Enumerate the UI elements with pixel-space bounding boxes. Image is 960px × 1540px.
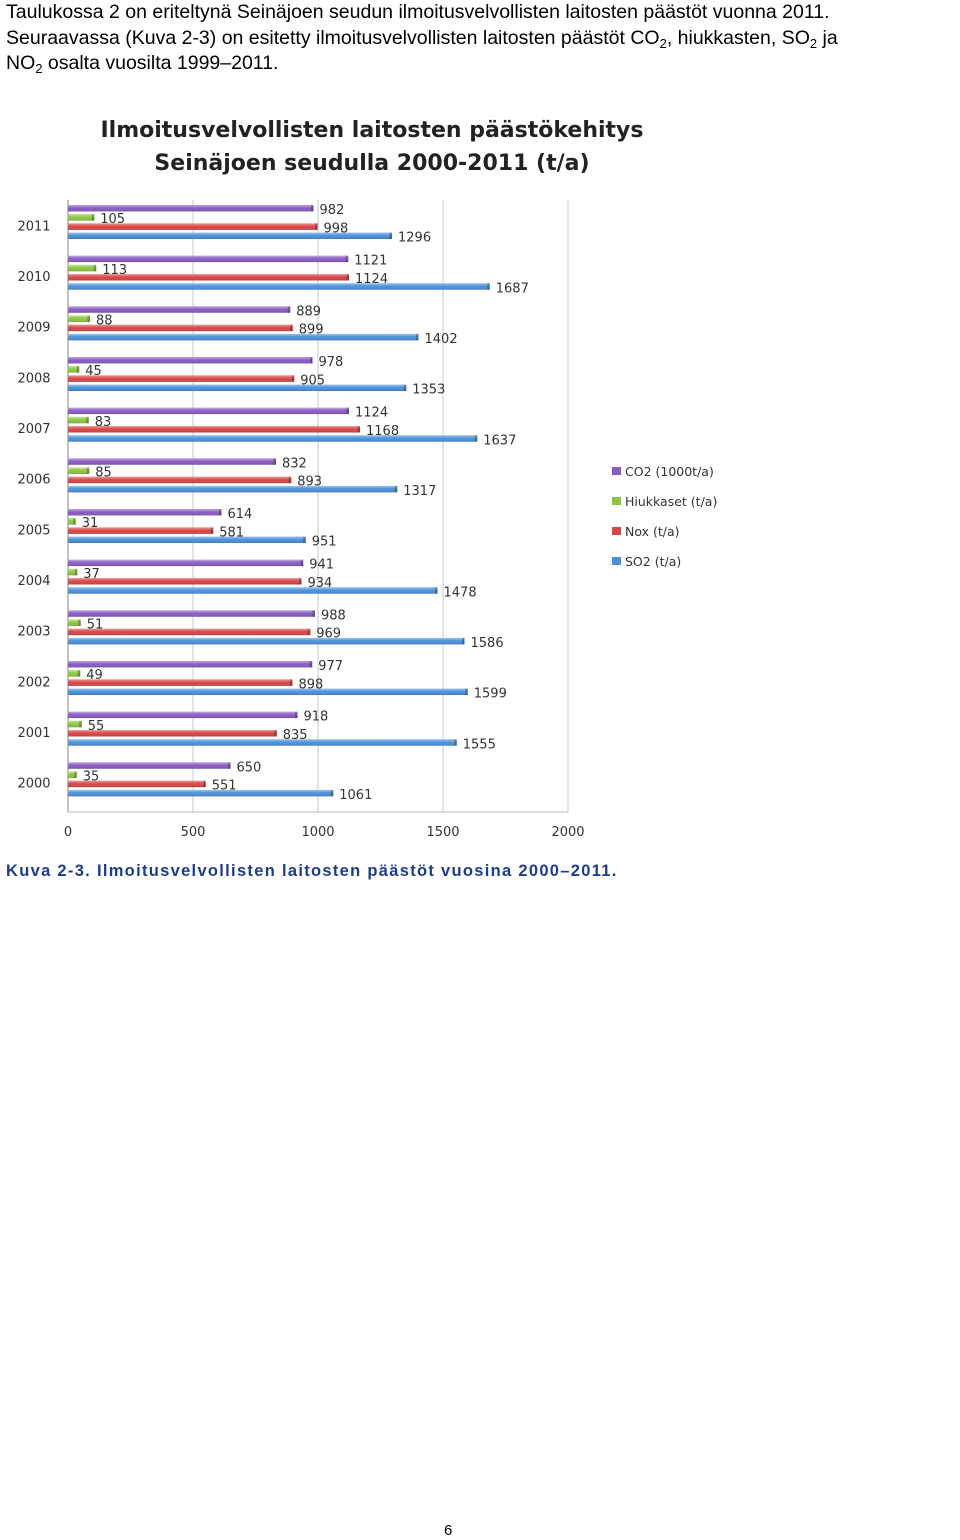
data-label: 88	[96, 313, 113, 329]
intro-line-2	[6, 26, 956, 52]
data-label: 51	[86, 617, 104, 633]
data-label: 1402	[424, 331, 458, 347]
bar-shading	[68, 256, 348, 262]
data-label: 978	[318, 355, 344, 370]
chart-subtitle: Seinäjoen seudulla 2000-2011 (t/a)	[154, 151, 590, 176]
bar-shading	[68, 283, 490, 289]
bar-shading	[68, 486, 397, 492]
data-label: 1296	[398, 230, 432, 246]
bar-shading	[68, 385, 406, 391]
bar-end-cap	[94, 265, 97, 271]
bar-shading	[68, 458, 276, 464]
data-label: 899	[298, 322, 324, 338]
data-label: 581	[219, 525, 245, 541]
x-tick-labels	[64, 825, 585, 840]
data-label: 1599	[473, 686, 507, 702]
bar-shading	[68, 334, 419, 340]
data-label: 898	[298, 677, 324, 693]
bar-end-cap	[292, 375, 295, 381]
category-label: 2001	[17, 726, 51, 741]
data-label: 1478	[443, 585, 477, 601]
category-label: 2006	[17, 472, 51, 488]
data-label: 1061	[339, 787, 373, 803]
data-label: 934	[307, 576, 333, 592]
intro-line-2-part-a: Seuraavassa (Kuva 2-3) on esitetty ilmoitusvelvollisten laitosten päästöt CO	[6, 26, 660, 49]
bar-end-cap	[290, 679, 293, 685]
bar-end-cap	[465, 689, 468, 695]
legend-swatch	[612, 497, 621, 505]
bar-shading	[68, 435, 477, 441]
chart-title: Ilmoitusvelvollisten laitosten päästökehitys	[100, 118, 644, 143]
subscript: 2	[659, 35, 667, 51]
data-label: 905	[300, 373, 326, 389]
subscript: 2	[35, 61, 43, 76]
bar-end-cap	[475, 435, 478, 441]
bar-end-cap	[274, 730, 277, 736]
data-label: 1121	[354, 253, 388, 269]
legend-label: Nox (t/a)	[625, 524, 680, 539]
data-label: 31	[81, 516, 99, 532]
data-label: 614	[227, 507, 253, 522]
bar-end-cap	[346, 256, 349, 262]
x-tick-label: 0	[63, 825, 73, 840]
legend-swatch	[612, 467, 621, 475]
bar-shading	[68, 762, 231, 768]
bar-shading	[68, 578, 302, 584]
data-label: 113	[102, 262, 128, 278]
bar-end-cap	[310, 357, 313, 363]
bar-end-cap	[211, 527, 214, 533]
bar-end-cap	[79, 721, 82, 727]
bar-end-cap	[313, 610, 316, 616]
bar-shading	[68, 712, 298, 718]
x-tick-label: 2000	[551, 825, 585, 840]
bar-end-cap	[311, 205, 314, 211]
legend	[612, 464, 717, 569]
bar-end-cap	[203, 781, 206, 787]
bar-end-cap	[289, 477, 292, 483]
category-label: 2004	[17, 574, 51, 589]
data-label: 1637	[483, 433, 517, 449]
category-label: 2008	[17, 371, 51, 387]
category-label: 2002	[17, 675, 51, 691]
intro-line-2-part-b: , hiukkasten, SO	[666, 26, 810, 49]
bar-shading	[68, 537, 306, 543]
category-label: 2005	[17, 523, 51, 539]
bar-end-cap	[310, 661, 313, 667]
bar-shading	[68, 790, 333, 796]
bar-end-cap	[74, 772, 77, 778]
bar-end-cap	[347, 274, 350, 280]
data-label: 1124	[355, 272, 389, 288]
data-label: 1317	[403, 483, 437, 499]
data-label: 893	[297, 474, 323, 490]
bar-shading	[68, 739, 457, 745]
intro-line-3	[6, 51, 956, 77]
bar-end-cap	[77, 366, 80, 372]
data-label: 832	[282, 456, 307, 472]
data-label: 1555	[462, 737, 496, 753]
data-label: 1168	[366, 424, 400, 440]
bar-end-cap	[73, 518, 76, 524]
legend-label: Hiukkaset (t/a)	[625, 494, 718, 509]
data-label: 982	[319, 203, 345, 218]
intro-paragraph	[6, 0, 956, 77]
bar-end-cap	[78, 670, 81, 676]
bar-shading	[68, 689, 468, 695]
data-label: 55	[87, 718, 105, 734]
bar-end-cap	[87, 468, 90, 474]
bar-end-cap	[487, 283, 490, 289]
bar-end-cap	[454, 739, 457, 745]
bar-shading	[68, 316, 90, 322]
emissions-bar-chart	[0, 92, 760, 852]
bar-shading	[68, 587, 438, 593]
category-labels	[17, 219, 50, 791]
data-label: 650	[236, 760, 262, 776]
bar-shading	[68, 306, 290, 312]
data-label: 83	[94, 414, 112, 430]
bar-end-cap	[295, 712, 298, 718]
intro-line-2-part-c: ja	[817, 26, 838, 49]
data-label: 969	[316, 626, 342, 642]
data-label: 35	[82, 769, 100, 785]
legend-swatch	[612, 557, 621, 565]
category-label: 2003	[17, 624, 51, 640]
category-label: 2010	[17, 270, 51, 285]
data-label: 551	[211, 778, 237, 794]
bar-end-cap	[331, 790, 334, 796]
bar-shading	[68, 408, 349, 414]
x-tick-label: 1500	[426, 825, 460, 840]
legend-label: CO2 (1000t/a)	[625, 464, 714, 479]
bar-end-cap	[404, 385, 407, 391]
bar-end-cap	[308, 629, 311, 635]
bar-end-cap	[462, 638, 465, 644]
bar-end-cap	[219, 509, 222, 515]
bar-shading	[68, 638, 465, 644]
bar-end-cap	[86, 417, 89, 423]
data-label: 1687	[495, 281, 529, 297]
bar-end-cap	[301, 560, 304, 566]
data-label: 835	[282, 728, 308, 744]
bar-end-cap	[347, 408, 350, 414]
bar-end-cap	[315, 223, 318, 229]
data-label: 977	[318, 659, 344, 674]
bar-shading	[68, 629, 310, 635]
data-label: 988	[321, 608, 346, 624]
bar-end-cap	[435, 587, 438, 593]
intro-line-3-part-b: osalta vuosilta 1999–2011.	[42, 52, 279, 74]
intro-line-1: Taulukossa 2 on eriteltynä Seinäjoen seudun ilmoitusvelvollisten laitosten päästöt vuonna 2011.	[6, 1, 830, 23]
intro-line-3-part-a: NO	[6, 52, 36, 74]
bar-end-cap	[228, 762, 231, 768]
bar-shading	[68, 509, 222, 515]
x-tick-label: 500	[180, 825, 206, 840]
bars-group	[68, 205, 490, 796]
bar-shading	[68, 205, 314, 211]
data-label: 45	[85, 364, 102, 380]
bar-shading	[68, 661, 312, 667]
bar-end-cap	[395, 486, 398, 492]
page-number: 6	[444, 1522, 453, 1539]
bar-end-cap	[88, 316, 91, 322]
bar-end-cap	[78, 620, 81, 626]
bar-end-cap	[75, 569, 78, 575]
bar-end-cap	[303, 537, 306, 543]
bar-end-cap	[299, 578, 302, 584]
subscript: 2	[809, 35, 818, 51]
data-label: 49	[86, 668, 103, 684]
bar-shading	[68, 375, 294, 381]
data-label: 1124	[355, 405, 389, 421]
bar-end-cap	[274, 458, 277, 464]
legend-label: SO2 (t/a)	[625, 554, 682, 569]
bar-shading	[68, 265, 96, 271]
bar-shading	[68, 214, 94, 220]
data-label: 951	[311, 534, 337, 550]
bar-end-cap	[416, 334, 419, 340]
data-label: 998	[323, 221, 349, 237]
x-tick-label: 1000	[301, 825, 335, 840]
figure-caption: Kuva 2-3. Ilmoitusvelvollisten laitosten päästöt vuosina 2000–2011.	[6, 862, 618, 880]
category-label: 2009	[17, 320, 51, 336]
bar-shading	[68, 610, 315, 616]
category-label: 2000	[17, 776, 51, 792]
bar-shading	[68, 560, 303, 566]
data-label: 1586	[470, 635, 504, 651]
bar-end-cap	[390, 233, 393, 239]
category-label: 2011	[17, 219, 51, 235]
bar-end-cap	[290, 325, 293, 331]
data-label: 918	[303, 709, 329, 725]
data-label: 889	[296, 304, 322, 320]
bar-shading	[68, 426, 360, 432]
data-label: 37	[83, 566, 100, 582]
bar-end-cap	[288, 306, 291, 312]
bar-shading	[68, 357, 313, 363]
data-label: 85	[95, 465, 112, 481]
bar-end-cap	[358, 426, 361, 432]
data-label: 105	[100, 212, 126, 228]
category-label: 2007	[17, 422, 51, 437]
bar-shading	[68, 468, 89, 474]
legend-swatch	[612, 527, 621, 535]
bar-end-cap	[92, 214, 95, 220]
bar-shading	[68, 417, 89, 423]
data-label: 1353	[412, 382, 446, 398]
data-label: 941	[309, 557, 335, 573]
